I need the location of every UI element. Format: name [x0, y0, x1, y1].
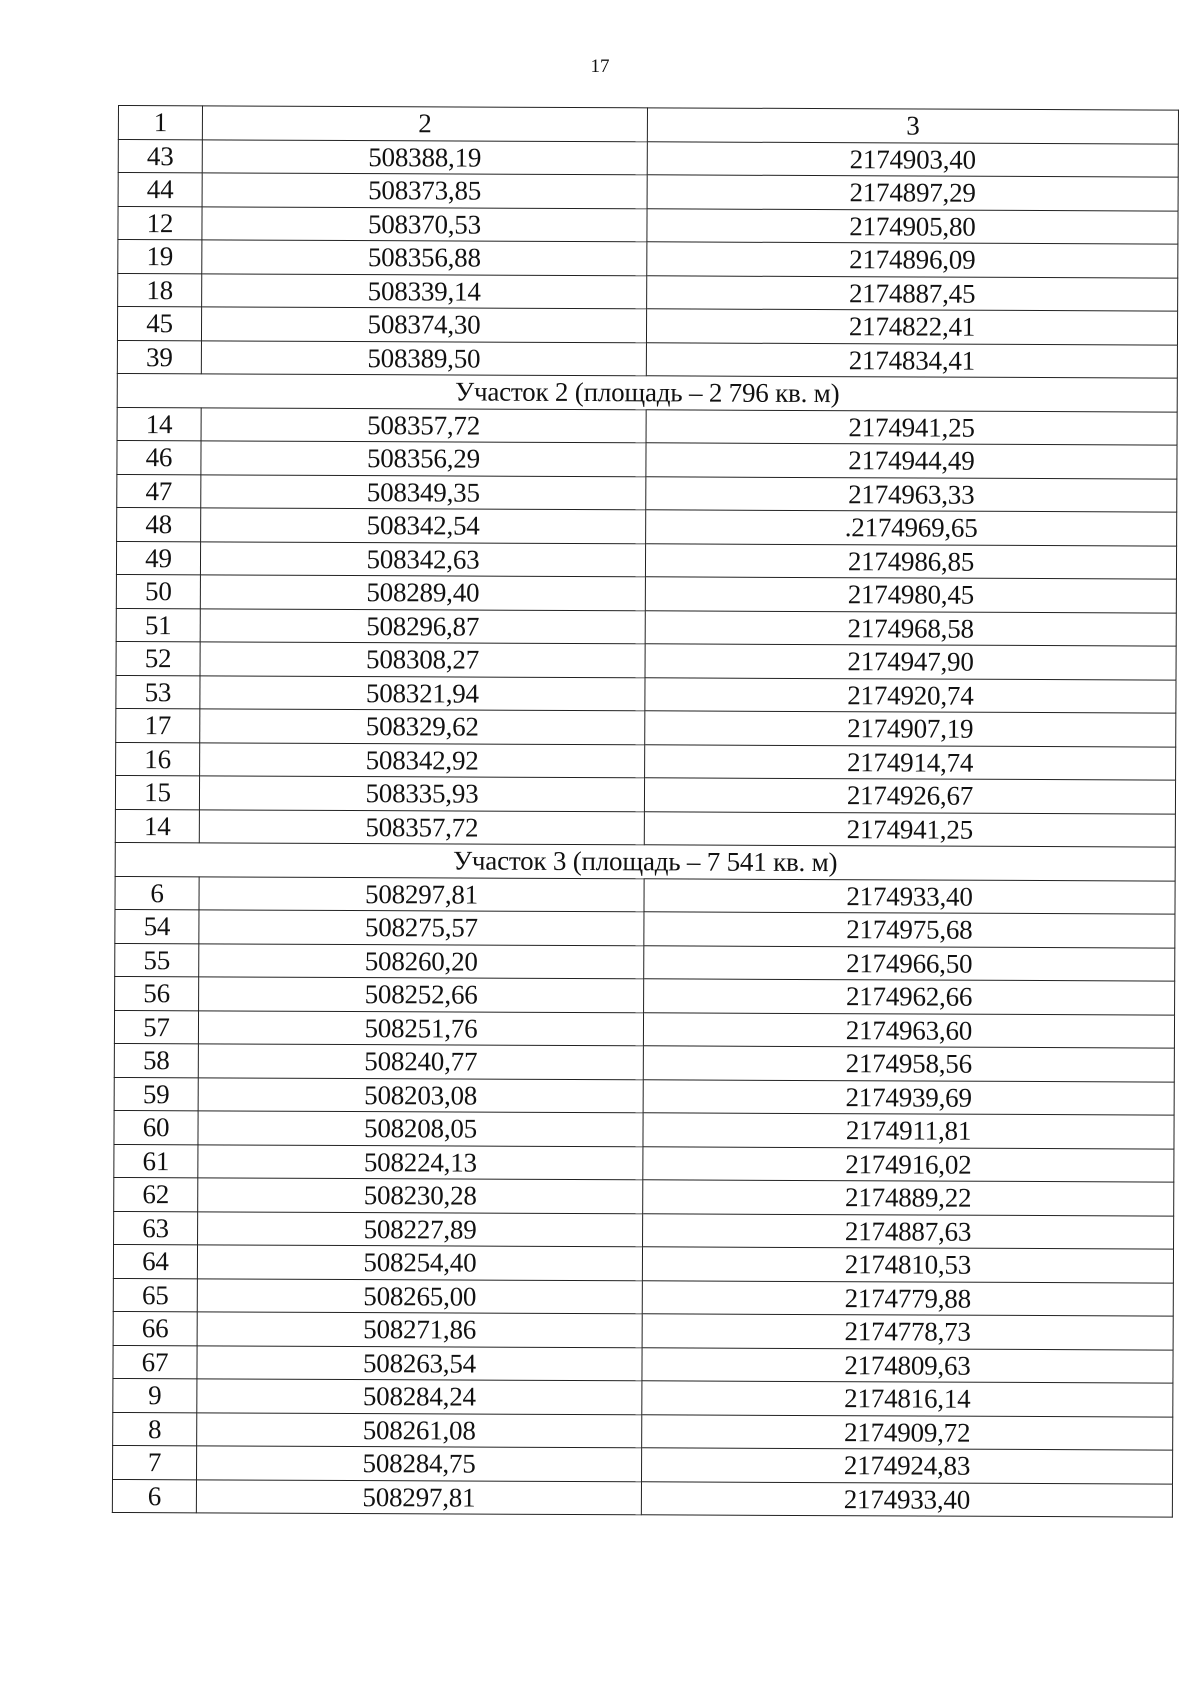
- point-number-cell: 59: [114, 1077, 198, 1111]
- x-coordinate-cell: 508275,57: [199, 910, 644, 945]
- point-number-cell: 12: [118, 206, 202, 240]
- header-cell-point: 1: [118, 106, 202, 140]
- x-coordinate-cell: 508321,94: [200, 675, 645, 710]
- table-header-row: [118, 106, 1178, 144]
- y-coordinate-cell: 2174920,74: [645, 677, 1176, 713]
- table-row: [117, 440, 1177, 478]
- x-coordinate-cell: 508208,05: [198, 1111, 643, 1146]
- point-number-cell: 49: [116, 541, 200, 575]
- header-cell-y: 3: [647, 108, 1178, 144]
- point-number-cell: 14: [117, 407, 201, 441]
- x-coordinate-cell: 508356,29: [201, 441, 646, 476]
- table-row: [116, 708, 1176, 746]
- x-coordinate-cell: 508254,40: [197, 1245, 642, 1280]
- x-coordinate-cell: 508284,24: [197, 1379, 642, 1414]
- table-row: [113, 1244, 1173, 1282]
- point-number-cell: 62: [114, 1177, 198, 1211]
- x-coordinate-cell: 508240,77: [198, 1044, 643, 1079]
- table-row: [114, 1177, 1174, 1215]
- y-coordinate-cell: 2174963,33: [646, 476, 1177, 512]
- point-number-cell: 8: [113, 1412, 197, 1446]
- table-row: [114, 1043, 1174, 1081]
- table-row: [116, 641, 1176, 679]
- table-row: [117, 407, 1177, 445]
- table-row: [117, 507, 1177, 545]
- table-row: [118, 206, 1178, 244]
- point-number-cell: 6: [115, 876, 199, 910]
- x-coordinate-cell: 508373,85: [202, 173, 647, 208]
- x-coordinate-cell: 508335,93: [199, 776, 644, 811]
- y-coordinate-cell: 2174887,45: [647, 275, 1178, 311]
- x-coordinate-cell: 508389,50: [201, 340, 646, 375]
- point-number-cell: 56: [115, 976, 199, 1010]
- y-coordinate-cell: 2174933,40: [641, 1481, 1172, 1517]
- x-coordinate-cell: 508297,81: [196, 1479, 641, 1514]
- x-coordinate-cell: 508224,13: [198, 1144, 643, 1179]
- point-number-cell: 18: [118, 273, 202, 307]
- point-number-cell: 17: [116, 708, 200, 742]
- y-coordinate-cell: 2174916,02: [643, 1146, 1174, 1182]
- table-row: [114, 1144, 1174, 1182]
- point-number-cell: 6: [112, 1479, 196, 1513]
- point-number-cell: 60: [114, 1110, 198, 1144]
- y-coordinate-cell: 2174834,41: [646, 342, 1177, 378]
- y-coordinate-cell: 2174903,40: [647, 141, 1178, 177]
- y-coordinate-cell: 2174778,73: [642, 1314, 1173, 1350]
- section-title-row: [115, 842, 1175, 880]
- x-coordinate-cell: 508289,40: [200, 575, 645, 610]
- x-coordinate-cell: 508261,08: [197, 1412, 642, 1447]
- point-number-cell: 67: [113, 1345, 197, 1379]
- point-number-cell: 65: [113, 1278, 197, 1312]
- table-row: [116, 541, 1176, 579]
- table-row: [118, 173, 1178, 211]
- point-number-cell: 16: [116, 742, 200, 776]
- table-row: [113, 1278, 1173, 1316]
- page-number: 17: [590, 56, 610, 77]
- y-coordinate-cell: 2174911,81: [643, 1113, 1174, 1149]
- table-row: [115, 876, 1175, 914]
- y-coordinate-cell: 2174944,49: [646, 443, 1177, 479]
- point-number-cell: 55: [115, 943, 199, 977]
- table-row: [114, 1010, 1174, 1048]
- x-coordinate-cell: 508357,72: [199, 809, 644, 844]
- y-coordinate-cell: 2174779,88: [642, 1280, 1173, 1316]
- x-coordinate-cell: 508265,00: [197, 1278, 642, 1313]
- x-coordinate-cell: 508342,54: [201, 508, 646, 543]
- table-row: [116, 574, 1176, 612]
- table-row: [116, 608, 1176, 646]
- point-number-cell: 19: [118, 240, 202, 274]
- y-coordinate-cell: 2174816,14: [642, 1381, 1173, 1417]
- y-coordinate-cell: 2174897,29: [647, 175, 1178, 211]
- point-number-cell: 53: [116, 675, 200, 709]
- y-coordinate-cell: 2174941,25: [644, 811, 1175, 847]
- table-row: [115, 809, 1175, 847]
- point-number-cell: 52: [116, 641, 200, 675]
- point-number-cell: 61: [114, 1144, 198, 1178]
- section-title-row: [117, 373, 1177, 411]
- x-coordinate-cell: 508263,54: [197, 1345, 642, 1380]
- table-row: [118, 240, 1178, 278]
- x-coordinate-cell: 508349,35: [201, 474, 646, 509]
- y-coordinate-cell: 2174909,72: [642, 1414, 1173, 1450]
- x-coordinate-cell: 508227,89: [198, 1211, 643, 1246]
- point-number-cell: 50: [116, 574, 200, 608]
- y-coordinate-cell: 2174914,74: [645, 744, 1176, 780]
- x-coordinate-cell: 508356,88: [202, 240, 647, 275]
- point-number-cell: 57: [114, 1010, 198, 1044]
- y-coordinate-cell: 2174809,63: [642, 1347, 1173, 1383]
- table-row: [114, 1211, 1174, 1249]
- section-title: Участок 3 (площадь – 7 541 кв. м): [115, 842, 1175, 880]
- point-number-cell: 64: [113, 1244, 197, 1278]
- table-row: [118, 273, 1178, 311]
- point-number-cell: 66: [113, 1311, 197, 1345]
- y-coordinate-cell: 2174947,90: [645, 644, 1176, 680]
- x-coordinate-cell: 508308,27: [200, 642, 645, 677]
- point-number-cell: 63: [114, 1211, 198, 1245]
- point-number-cell: 46: [117, 440, 201, 474]
- x-coordinate-cell: 508260,20: [199, 943, 644, 978]
- table-row: [114, 1110, 1174, 1148]
- table-row: [113, 1378, 1173, 1416]
- point-number-cell: 51: [116, 608, 200, 642]
- table-row: [113, 1412, 1173, 1450]
- y-coordinate-cell: .2174969,65: [646, 510, 1177, 546]
- point-number-cell: 15: [115, 775, 199, 809]
- x-coordinate-cell: 508388,19: [202, 139, 647, 174]
- point-number-cell: 54: [115, 909, 199, 943]
- coordinates-table: [112, 105, 1179, 1518]
- x-coordinate-cell: 508374,30: [201, 307, 646, 342]
- table-row: [113, 1345, 1173, 1383]
- x-coordinate-cell: 508342,63: [200, 541, 645, 576]
- point-number-cell: 58: [114, 1043, 198, 1077]
- point-number-cell: 47: [117, 474, 201, 508]
- x-coordinate-cell: 508230,28: [198, 1178, 643, 1213]
- x-coordinate-cell: 508252,66: [199, 977, 644, 1012]
- x-coordinate-cell: 508203,08: [198, 1077, 643, 1112]
- y-coordinate-cell: 2174980,45: [645, 577, 1176, 613]
- y-coordinate-cell: 2174896,09: [647, 242, 1178, 278]
- y-coordinate-cell: 2174933,40: [644, 878, 1175, 914]
- y-coordinate-cell: 2174963,60: [643, 1012, 1174, 1048]
- table-row: [115, 943, 1175, 981]
- y-coordinate-cell: 2174966,50: [644, 945, 1175, 981]
- table-row: [115, 775, 1175, 813]
- section-title: Участок 2 (площадь – 2 796 кв. м): [117, 373, 1177, 411]
- table-row: [113, 1445, 1173, 1483]
- table-row: [118, 139, 1178, 177]
- x-coordinate-cell: 508339,14: [202, 273, 647, 308]
- table-row: [117, 307, 1177, 345]
- table-row: [112, 1479, 1172, 1517]
- table-row: [115, 976, 1175, 1014]
- x-coordinate-cell: 508342,92: [200, 742, 645, 777]
- x-coordinate-cell: 508271,86: [197, 1312, 642, 1347]
- x-coordinate-cell: 508329,62: [200, 709, 645, 744]
- y-coordinate-cell: 2174975,68: [644, 912, 1175, 948]
- table-row: [114, 1077, 1174, 1115]
- y-coordinate-cell: 2174889,22: [643, 1180, 1174, 1216]
- x-coordinate-cell: 508370,53: [202, 206, 647, 241]
- point-number-cell: 45: [117, 307, 201, 341]
- y-coordinate-cell: 2174905,80: [647, 208, 1178, 244]
- y-coordinate-cell: 2174939,69: [643, 1079, 1174, 1115]
- table-row: [117, 340, 1177, 378]
- y-coordinate-cell: 2174986,85: [645, 543, 1176, 579]
- table-row: [113, 1311, 1173, 1349]
- y-coordinate-cell: 2174958,56: [643, 1046, 1174, 1082]
- x-coordinate-cell: 508357,72: [201, 407, 646, 442]
- x-coordinate-cell: 508297,81: [199, 876, 644, 911]
- x-coordinate-cell: 508251,76: [198, 1010, 643, 1045]
- header-cell-x: 2: [202, 106, 647, 141]
- y-coordinate-cell: 2174887,63: [643, 1213, 1174, 1249]
- x-coordinate-cell: 508284,75: [197, 1446, 642, 1481]
- x-coordinate-cell: 508296,87: [200, 608, 645, 643]
- table-row: [116, 742, 1176, 780]
- point-number-cell: 44: [118, 173, 202, 207]
- table-row: [115, 909, 1175, 947]
- point-number-cell: 14: [115, 809, 199, 843]
- y-coordinate-cell: 2174810,53: [642, 1247, 1173, 1283]
- point-number-cell: 7: [113, 1445, 197, 1479]
- point-number-cell: 39: [117, 340, 201, 374]
- coordinates-table-body: [112, 106, 1178, 1518]
- point-number-cell: 43: [118, 139, 202, 173]
- y-coordinate-cell: 2174926,67: [644, 778, 1175, 814]
- y-coordinate-cell: 2174907,19: [645, 711, 1176, 747]
- y-coordinate-cell: 2174822,41: [646, 309, 1177, 345]
- point-number-cell: 48: [117, 507, 201, 541]
- y-coordinate-cell: 2174924,83: [641, 1448, 1172, 1484]
- table-row: [117, 474, 1177, 512]
- y-coordinate-cell: 2174968,58: [645, 610, 1176, 646]
- point-number-cell: 9: [113, 1378, 197, 1412]
- table-row: [116, 675, 1176, 713]
- y-coordinate-cell: 2174962,66: [644, 979, 1175, 1015]
- y-coordinate-cell: 2174941,25: [646, 409, 1177, 445]
